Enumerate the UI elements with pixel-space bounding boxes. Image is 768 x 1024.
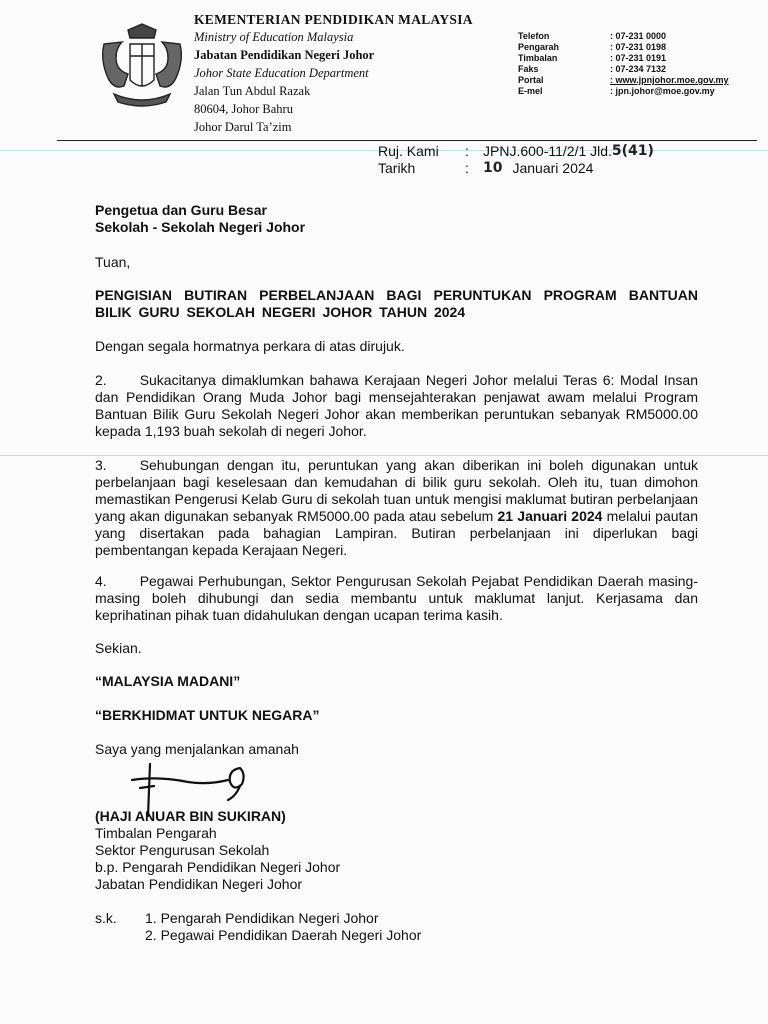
contact-row [518,31,729,42]
contact-label: Portal [518,75,544,85]
department-name-en: Johor State Education Department [194,66,369,80]
cc-block [95,910,698,944]
recipient-line-1: Pengetua dan Guru Besar [95,202,267,218]
tarikh-value: Januari 2024 [512,160,594,176]
recipient-line-2: Sekolah - Sekolah Negeri Johor [95,219,306,235]
contact-label: E-mel [518,86,543,96]
paragraph-number: 4. [95,573,107,589]
tarikh-label: Tarikh [378,160,416,176]
paragraph-number: 3. [95,457,107,473]
jata-crest-logo [94,20,190,108]
contact-row [518,75,729,86]
tarikh-colon: : [465,160,469,176]
paragraph-3-text-a: Sehubungan dengan itu, peruntukan yang akan diberikan ini boleh digunakan untuk perbelanjaan bagi keselesaan dan kemudahan di bilik guru sekolah. Oleh itu, tuan dimohon memastikan Pengerusi Kelab Guru di sekolah tuan untuk mengisi maklumat butiran perbelanjaan yang akan digunakan sebanyak RM5000.00 pada atau sebelum [95,457,698,524]
contact-value: : 07-231 0191 [610,53,667,63]
email-link[interactable]: : jpn.johor@moe.gov.my [610,86,715,96]
portal-link[interactable]: : www.jpnjohor.moe.gov.my [610,75,729,85]
cc-label: s.k. [95,910,117,926]
contact-label: Pengarah [518,42,560,52]
paragraph-4 [95,573,698,624]
tarikh-handwritten-day: 10 [483,160,503,176]
reference-block [378,143,654,177]
contact-label: Timbalan [518,53,558,63]
contact-row [518,64,729,75]
paragraph-4-text: Pegawai Perhubungan, Sektor Pengurusan Sekolah Pejabat Pendidikan Daerah masing-masing boleh dihubungi dan sedia membantu untuk maklumat lanjut. Kerjasama dan keprihatinan pihak tuan didahulukan dengan ucapan terima kasih. [95,573,698,623]
intro-paragraph: Dengan segala hormatnya perkara di atas dirujuk. [95,338,405,354]
contact-value: : 07-231 0000 [610,31,667,41]
contact-value: : 07-234 7132 [610,64,667,74]
department-name: Jabatan Pendidikan Negeri Johor [194,48,375,62]
address-line-1: Jalan Tun Abdul Razak [194,84,311,98]
signatory-title-1: Timbalan Pengarah [95,825,217,841]
contact-value: : 07-231 0198 [610,42,667,52]
closing: Sekian. [95,640,142,656]
slogan-berkhidmat: “BERKHIDMAT UNTUK NEGARA” [95,707,320,723]
contact-row [518,86,729,97]
signatory-title-3: b.p. Pengarah Pendidikan Negeri Johor [95,859,341,875]
subject-heading: PENGISIAN BUTIRAN PERBELANJAAN BAGI PERUNTUKAN PROGRAM BANTUAN BILIK GURU SEKOLAH NEGERI JOHOR TAHUN 2024 [95,287,698,320]
scan-line-pink [0,455,768,456]
address-line-2: 80604, Johor Bahru [194,102,293,116]
ruj-colon: : [465,143,469,159]
contact-row [518,53,729,64]
salutation: Tuan, [95,254,131,270]
ruj-label: Ruj. Kami [378,143,439,159]
cc-item: 2. Pegawai Pendidikan Daerah Negeri Johor [145,927,422,943]
trust-line: Saya yang menjalankan amanah [95,741,299,757]
cc-item: 1. Pengarah Pendidikan Negeri Johor [145,910,379,926]
paragraph-2 [95,372,698,440]
ministry-name-en: Ministry of Education Malaysia [194,30,354,44]
ministry-name: KEMENTERIAN PENDIDIKAN MALAYSIA [194,12,473,27]
contact-label: Faks [518,64,539,74]
paragraph-3 [95,457,698,559]
deadline-date: 21 Januari 2024 [497,508,603,524]
ruj-handwritten: 5(41) [611,143,654,159]
contact-block [518,31,729,97]
paragraph-number: 2. [95,372,107,388]
contact-label: Telefon [518,31,550,41]
paragraph-2-text: Sukacitanya dimaklumkan bahawa Kerajaan Negeri Johor melalui Teras 6: Modal Insan dan Pendidikan Orang Muda Johor bagi mensejahterakan penjawat awam melalui Program Bantuan Bilik Guru Sekolah Negeri Johor akan memberikan peruntukan sebanyak RM5000.00 kepada 1,193 buah sekolah di negeri Johor. [95,372,698,439]
address-line-3: Johor Darul Ta’zim [194,120,292,134]
signatory-title-4: Jabatan Pendidikan Negeri Johor [95,876,303,892]
signatory-title-2: Sektor Pengurusan Sekolah [95,842,270,858]
paragraph-3-text-b: melalui pautan yang disertakan pada bahagian Lampiran. Butiran perbelanjaan ini diperlukan bagi pembentangan kepada Kerajaan Negeri. [95,508,699,558]
contact-row [518,42,729,53]
slogan-madani: “MALAYSIA MADANI” [95,673,241,689]
header-divider [57,140,757,141]
ruj-value: JPNJ.600-11/2/1 Jld. [483,143,612,159]
signatory-name: (HAJI ANUAR BIN SUKIRAN) [95,808,286,824]
